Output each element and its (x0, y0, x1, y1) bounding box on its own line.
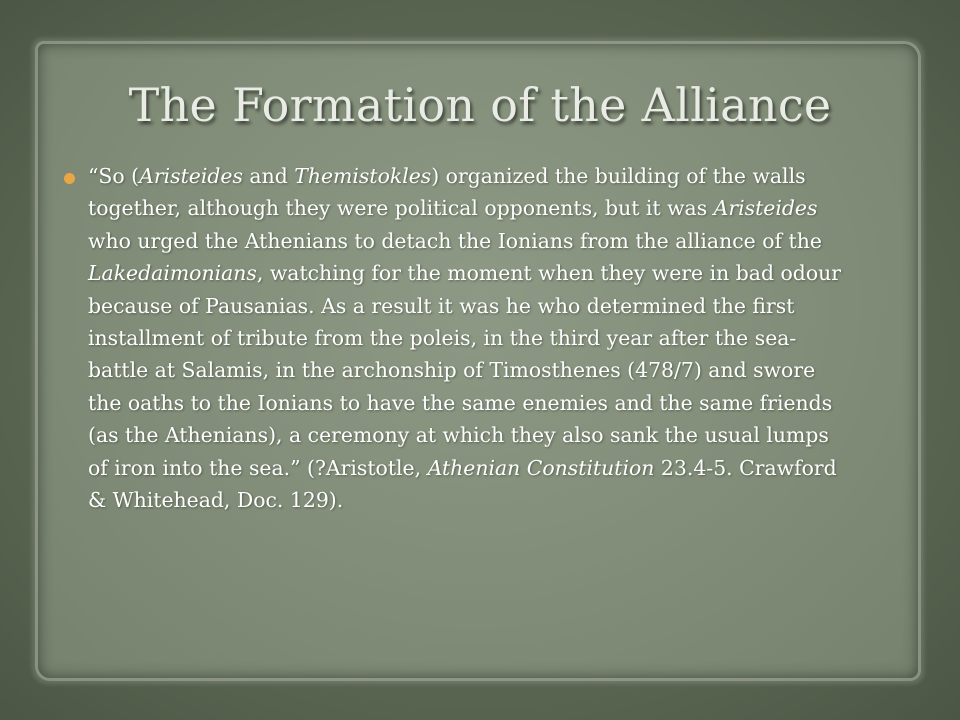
text-segment: , watching for the moment when they were in bad odour because of Pausanias. As a result it was he who determined the first installment of tribute from the poleis, in the third year after the sea-battle at Salamis, in the archonship of Timosthenes (478/7) and swore the oaths to the Ionians to have the same enemies and the same friends (as the Athenians), a ceremony at which they also sank the usual lumps of iron into the sea.” (?Aristotle, (88, 261, 841, 480)
text-segment-italic: Aristeides (713, 196, 818, 221)
text-segment-italic: Lakedaimonians (88, 261, 257, 286)
text-segment-italic: Themistokles (294, 164, 432, 188)
text-segment: “So ( (88, 164, 140, 188)
slide-title: The Formation of the Alliance (128, 78, 832, 132)
bullet-text (88, 160, 854, 516)
bullet-item (64, 160, 854, 516)
text-segment-italic: Aristeides (139, 164, 243, 188)
slide-content (64, 160, 854, 516)
text-segment: and (242, 164, 295, 188)
bullet-dot-icon (64, 173, 75, 184)
text-segment: 23.4-5. Crawford & Whitehead, Doc. 129). (88, 455, 837, 513)
text-segment: who urged the Athenians to detach the Ionians from the alliance of the (88, 228, 822, 253)
text-segment-italic: Athenian Constitution (427, 455, 655, 480)
text-segment: ) organized the building of the walls together, although they were political opponents, but it was (88, 164, 806, 221)
